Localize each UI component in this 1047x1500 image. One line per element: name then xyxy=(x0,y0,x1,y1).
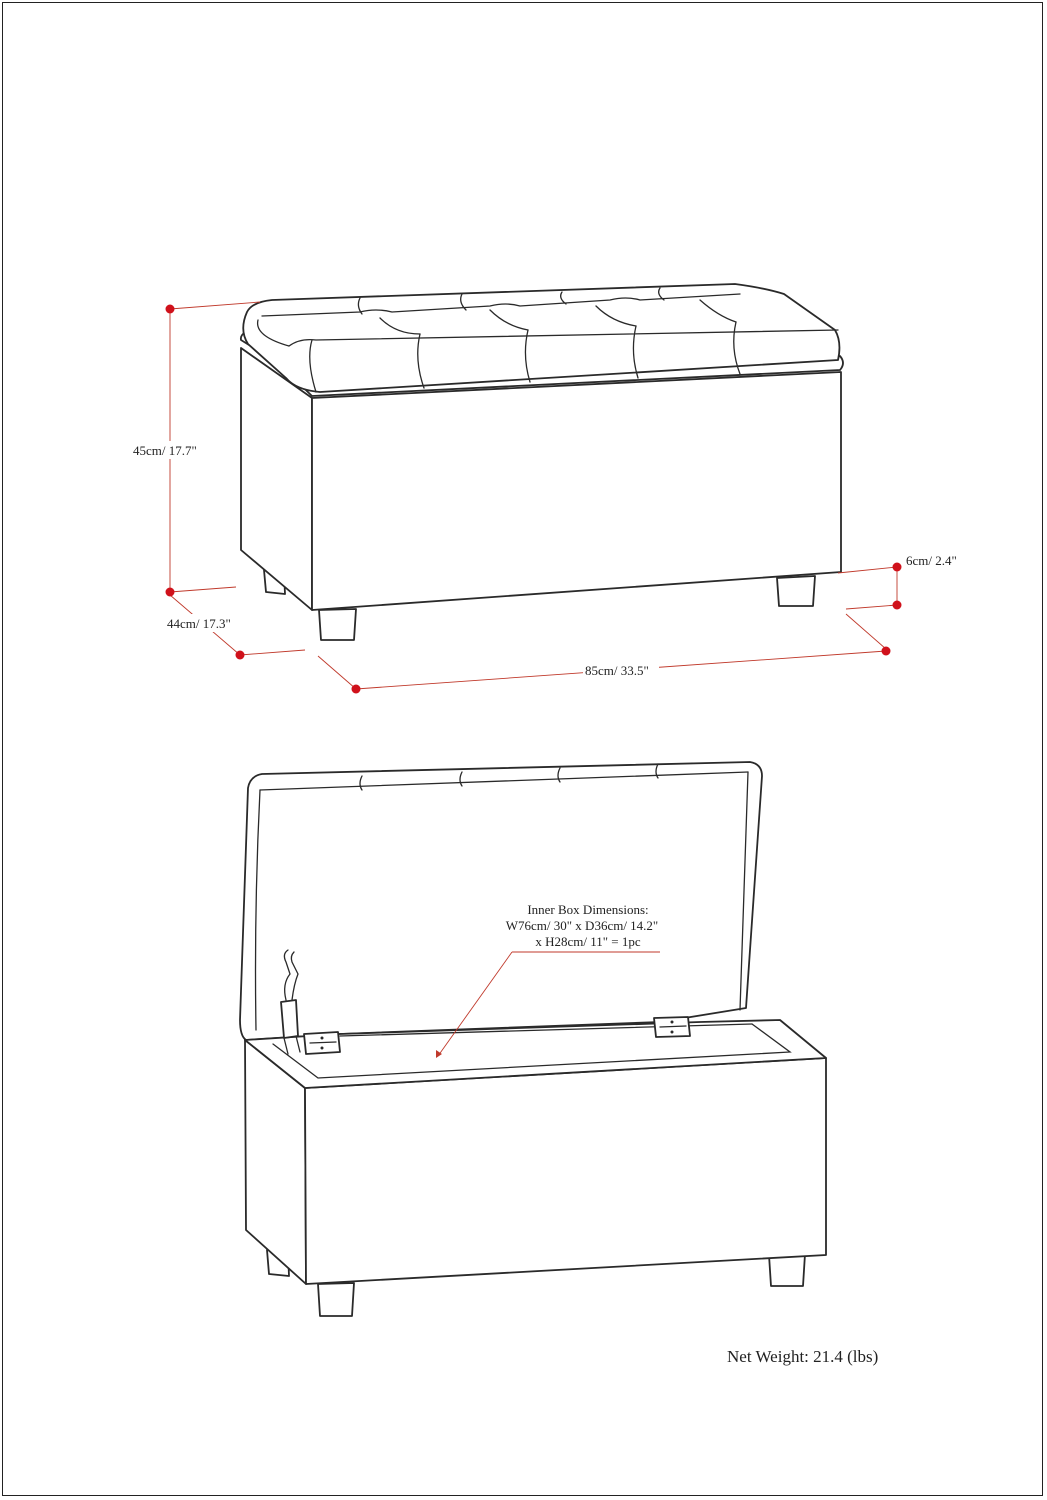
front-left-leg xyxy=(319,609,356,640)
dimension-dot xyxy=(236,651,245,660)
open-front-panel xyxy=(305,1058,826,1284)
leg-height-label: 6cm/ 2.4" xyxy=(906,553,957,568)
depth-label: 44cm/ 17.3" xyxy=(167,616,231,631)
dimension-dot xyxy=(166,305,175,314)
inner-box-height: x H28cm/ 11" = 1pc xyxy=(535,934,641,949)
open-front-right-leg xyxy=(769,1254,805,1286)
front-right-leg xyxy=(777,576,815,606)
dimension-dot xyxy=(893,601,902,610)
open-front-left-leg xyxy=(318,1283,354,1316)
height-label: 45cm/ 17.7" xyxy=(133,443,197,458)
inner-box-title: Inner Box Dimensions: xyxy=(527,902,649,917)
dimension-dot xyxy=(893,563,902,572)
inner-box-dimensions: W76cm/ 30" x D36cm/ 14.2" xyxy=(505,918,659,933)
width-label: 85cm/ 33.5" xyxy=(585,663,649,678)
dimension-dot xyxy=(166,588,175,597)
net-weight-label: Net Weight: 21.4 (lbs) xyxy=(727,1347,879,1366)
open-lid xyxy=(240,762,762,1040)
open-ottoman-drawing xyxy=(240,762,826,1316)
closed-ottoman-drawing xyxy=(241,284,843,640)
dimension-dot xyxy=(882,647,891,656)
dimension-dot xyxy=(352,685,361,694)
lid-support xyxy=(281,1000,298,1038)
front-panel xyxy=(312,372,841,610)
